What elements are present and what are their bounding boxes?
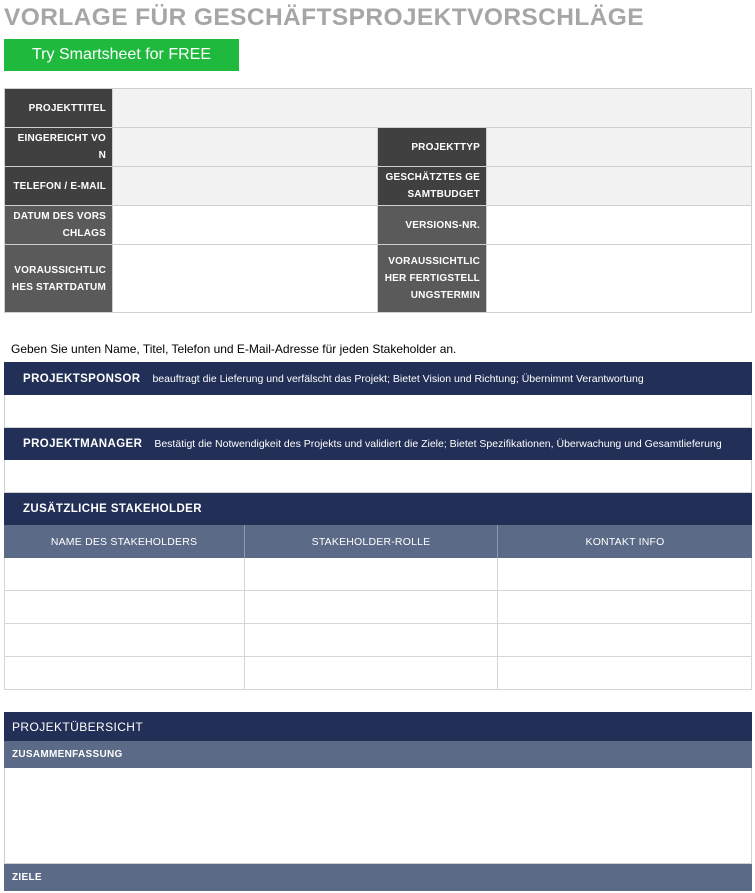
project-info-grid <box>4 88 752 313</box>
input-projekttyp[interactable] <box>487 128 752 167</box>
stakeholder-cell[interactable] <box>4 657 245 690</box>
label-projekttitel: PROJEKTTITEL <box>5 89 113 128</box>
manager-input[interactable] <box>4 460 752 493</box>
sponsor-description: beauftragt die Lieferung und verfälscht das Projekt; Bietet Vision und Richtung; Übernimmt Verantwortung <box>152 372 644 385</box>
manager-heading: PROJEKTMANAGER <box>23 438 143 450</box>
additional-stakeholders-heading: ZUSÄTZLICHE STAKEHOLDER <box>23 503 202 515</box>
stakeholder-cell[interactable] <box>245 657 498 690</box>
stakeholder-cell[interactable] <box>498 657 752 690</box>
label-projekttyp: PROJEKTTYP <box>378 128 487 167</box>
label-gesamtbudget: GESCHÄTZTES GESAMTBUDGET <box>378 167 487 206</box>
sponsor-input[interactable] <box>4 395 752 428</box>
stakeholder-cell[interactable] <box>498 558 752 591</box>
label-telefon-email: TELEFON / E-MAIL <box>5 167 113 206</box>
input-fertigstellungstermin[interactable] <box>487 245 752 313</box>
overview-header <box>4 712 752 741</box>
stakeholder-cell[interactable] <box>4 591 245 624</box>
try-smartsheet-button[interactable]: Try Smartsheet for FREE <box>4 39 239 71</box>
input-versions-nr[interactable] <box>487 206 752 245</box>
label-versions-nr: VERSIONS-NR. <box>378 206 487 245</box>
page-title: VORLAGE FÜR GESCHÄFTSPROJEKTVORSCHLÄGE <box>4 4 644 31</box>
label-startdatum: VORAUSSICHTLICHES STARTDATUM <box>5 245 113 313</box>
manager-header <box>4 428 752 460</box>
column-header-contact: KONTAKT INFO <box>498 525 752 558</box>
input-datum-vorschlag[interactable] <box>113 206 378 245</box>
input-gesamtbudget[interactable] <box>487 167 752 206</box>
summary-label: ZUSAMMENFASSUNG <box>4 741 752 768</box>
label-eingereicht-von: EINGEREICHT VON <box>5 128 113 167</box>
column-header-role: STAKEHOLDER-ROLLE <box>245 525 498 558</box>
additional-stakeholders-header <box>4 493 752 525</box>
stakeholder-cell[interactable] <box>245 624 498 657</box>
input-startdatum[interactable] <box>113 245 378 313</box>
manager-description: Bestätigt die Notwendigkeit des Projekts und validiert die Ziele; Bietet Spezifikationen, Überwachung und Gesamtlieferung <box>154 438 722 450</box>
sponsor-header <box>4 362 752 395</box>
stakeholder-cell[interactable] <box>4 624 245 657</box>
stakeholder-instruction: Geben Sie unten Name, Titel, Telefon und E-Mail-Adresse für jeden Stakeholder an. <box>11 342 457 356</box>
stakeholder-cell[interactable] <box>498 624 752 657</box>
stakeholder-cell[interactable] <box>245 591 498 624</box>
overview-heading: PROJEKTÜBERSICHT <box>12 719 144 734</box>
column-header-name: NAME DES STAKEHOLDERS <box>4 525 245 558</box>
input-telefon-email[interactable] <box>113 167 378 206</box>
input-eingereicht-von[interactable] <box>113 128 378 167</box>
stakeholder-cell[interactable] <box>4 558 245 591</box>
stakeholder-cell[interactable] <box>245 558 498 591</box>
summary-input[interactable] <box>4 768 752 864</box>
stakeholder-cell[interactable] <box>498 591 752 624</box>
label-fertigstellungstermin: VORAUSSICHTLICHER FERTIGSTELLUNGSTERMIN <box>378 245 487 313</box>
label-datum-vorschlag: DATUM DES VORSCHLAGS <box>5 206 113 245</box>
sponsor-heading: PROJEKTSPONSOR <box>23 372 141 385</box>
input-projekttitel[interactable] <box>113 89 752 128</box>
goals-label: ZIELE <box>4 864 752 891</box>
